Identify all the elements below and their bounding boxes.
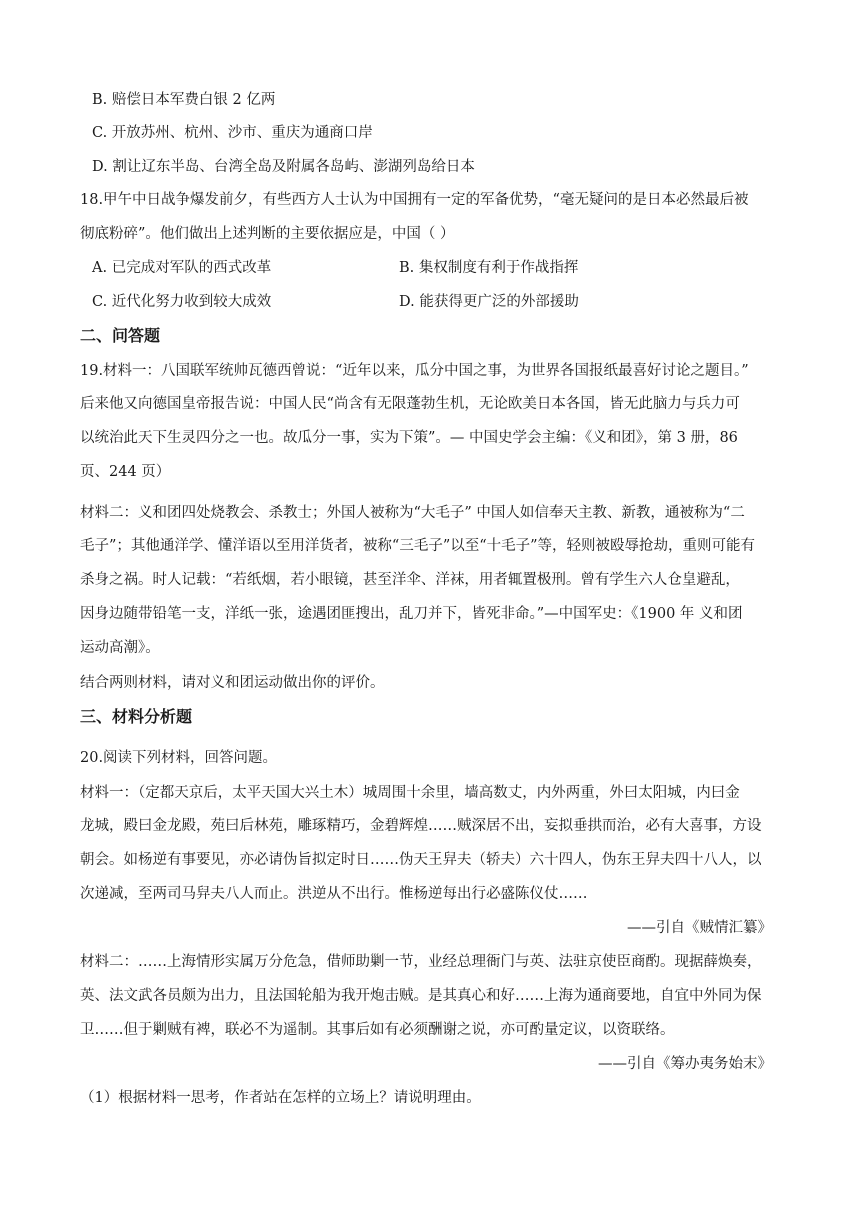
q17-option-b: B. 赔偿日本军费白银 2 亿两 bbox=[92, 92, 276, 108]
q19-line8: 因身边随带铅笔一支，洋纸一张，途遇团匪搜出，乱刀并下，皆死非命。”—中国军史：《1900 年 义和团 bbox=[80, 606, 743, 622]
q19-line6: 毛子”；其他通洋学、懂洋语以至用洋货者，被称“三毛子”以至“十毛子”等，轻则被殴辱抢劫，重则可能有 bbox=[80, 538, 756, 554]
q18-stem-line2: 彻底粉碎”。他们做出上述判断的主要依据应是，中国（ ） bbox=[80, 226, 455, 242]
q19-line1: 19.材料一：八国联军统帅瓦德西曾说：“近年以来，瓜分中国之事，为世界各国报纸最喜好讨论之题目。” bbox=[80, 363, 749, 379]
q18-option-a: A. 已完成对军队的西式改革 bbox=[92, 260, 272, 276]
q17-option-c: C. 开放苏州、杭州、沙市、重庆为通商口岸 bbox=[92, 125, 373, 141]
q20-subquestion-1: （1）根据材料一思考，作者站在怎样的立场上？请说明理由。 bbox=[80, 1090, 481, 1106]
q20-material1-line2: 龙城，殿曰金龙殿，苑曰后林苑，雕琢精巧，金碧辉煌……贼深居不出，妄拟垂拱而治，必有大喜事，方设 bbox=[80, 818, 762, 834]
q19-line3: 以统治此天下生灵四分之一也。故瓜分一事，实为下策”。— 中国史学会主编：《义和团》，第 3 册，86 bbox=[80, 430, 738, 446]
q19-question: 结合两则材料，请对义和团运动做出你的评价。 bbox=[80, 675, 385, 691]
q20-intro: 20.阅读下列材料，回答问题。 bbox=[80, 750, 278, 766]
q19-line9: 运动高潮》。 bbox=[80, 640, 160, 656]
q20-material2-line2: 英、法文武各员颇为出力，且法国轮船为我开炮击贼。是其真心和好……上海为通商要地，自宜中外同为保 bbox=[80, 988, 762, 1004]
q20-material1-line1: 材料一：（定都天京后，太平天国大兴土木）城周围十余里，墙高数丈，内外两重，外曰太阳城，内曰金 bbox=[80, 785, 740, 801]
q19-line7: 杀身之祸。时人记载：“若纸烟，若小眼镜，甚至洋伞、洋袜，用者辄置极刑。曾有学生六人仓皇避乱， bbox=[80, 572, 740, 588]
q20-material1-line4: 次递减，至两司马舁夫八人而止。洪逆从不出行。惟杨逆每出行必盛陈仪仗…… bbox=[80, 886, 588, 902]
q19-line4: 页、244 页） bbox=[80, 464, 171, 480]
q19-line2: 后来他又向德国皇帝报告说：中国人民“尚含有无限蓬勃生机，无论欧美日本各国，皆无此脑力与兵力可 bbox=[80, 396, 740, 412]
q20-material1-line3: 朝会。如杨逆有事要见，亦必请伪旨拟定时日……伪天王舁夫（轿夫）六十四人，伪东王舁夫四十八人，以 bbox=[80, 852, 762, 868]
q20-material1-source: ——引自《贼情汇纂》 bbox=[627, 920, 772, 936]
q18-option-d: D. 能获得更广泛的外部援助 bbox=[399, 294, 579, 310]
q18-option-b: B. 集权制度有利于作战指挥 bbox=[399, 260, 579, 276]
q18-stem-line1: 18.甲午中日战争爆发前夕，有些西方人士认为中国拥有一定的军备优势，“毫无疑问的是日本必然最后被 bbox=[80, 192, 749, 208]
q20-material2-source: ——引自《筹办夷务始末》 bbox=[598, 1056, 772, 1072]
section-heading-qa: 二、问答题 bbox=[80, 326, 161, 345]
q19-line5: 材料二：义和团四处烧教会、杀教士；外国人被称为“大毛子” 中国人如信奉天主教、新教，通被称为“二 bbox=[80, 505, 745, 521]
q17-option-d: D. 割让辽东半岛、台湾全岛及附属各岛屿、澎湖列岛给日本 bbox=[92, 159, 475, 175]
q20-material2-line1: 材料二：……上海情形实属万分危急，借师助剿一节，业经总理衙门与英、法驻京使臣商酌。现据薛焕奏， bbox=[80, 954, 762, 970]
section-heading-material-analysis: 三、材料分析题 bbox=[80, 707, 193, 726]
q20-material2-line3: 卫……但于剿贼有裨，联必不为遥制。其事后如有必须酬谢之说，亦可酌量定议，以资联络。 bbox=[80, 1022, 675, 1038]
q18-option-c: C. 近代化努力收到较大成效 bbox=[92, 294, 272, 310]
